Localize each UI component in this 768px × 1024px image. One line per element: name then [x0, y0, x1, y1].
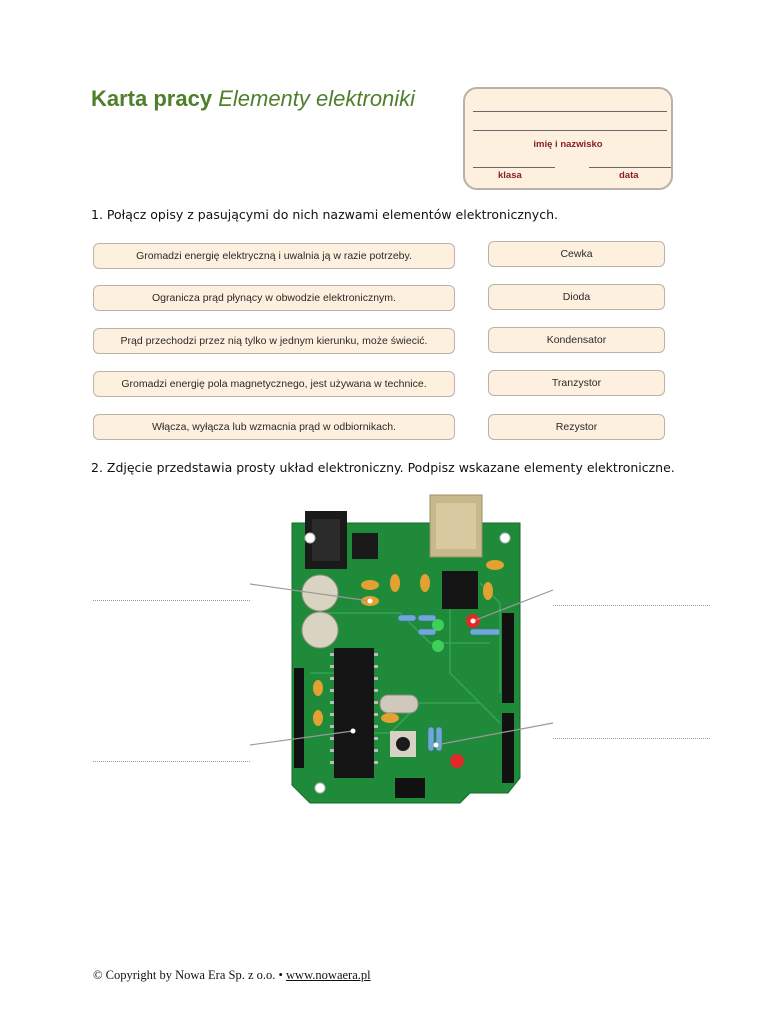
name-line-1[interactable] — [473, 111, 667, 112]
date-label: data — [619, 170, 639, 181]
name-line-2[interactable] — [473, 130, 667, 131]
answer-line-right-top[interactable] — [553, 605, 710, 606]
task1-instruction: 1. Połącz opisy z pasującymi do nich nazwami elementów elektronicznych. — [91, 207, 558, 222]
circuit-board-icon — [250, 493, 560, 808]
component-name-box[interactable]: Rezystor — [488, 414, 665, 440]
answer-line-right-bottom[interactable] — [553, 738, 710, 739]
answer-line-left-top[interactable] — [93, 600, 250, 601]
task2-instruction: 2. Zdjęcie przedstawia prosty układ elektroniczny. Podpisz wskazane elementy elektroniczne. — [91, 460, 675, 475]
description-box[interactable]: Gromadzi energię pola magnetycznego, jest używana w technice. — [93, 371, 455, 397]
nowaera-link[interactable]: www.nowaera.pl — [286, 968, 371, 982]
description-box[interactable]: Prąd przechodzi przez nią tylko w jednym kierunku, może świecić. — [93, 328, 455, 354]
name-box — [463, 87, 673, 190]
description-box[interactable]: Ogranicza prąd płynący w obwodzie elektronicznym. — [93, 285, 455, 311]
component-name-box[interactable]: Kondensator — [488, 327, 665, 353]
component-name-box[interactable]: Dioda — [488, 284, 665, 310]
class-line[interactable] — [473, 167, 555, 168]
page-title — [91, 86, 415, 112]
component-name-box[interactable]: Tranzystor — [488, 370, 665, 396]
component-name-box[interactable]: Cewka — [488, 241, 665, 267]
footer — [93, 968, 371, 983]
description-box[interactable]: Włącza, wyłącza lub wzmacnia prąd w odbiornikach. — [93, 414, 455, 440]
date-line[interactable] — [589, 167, 671, 168]
title-bold: Karta pracy — [91, 86, 213, 111]
answer-line-left-bottom[interactable] — [93, 761, 250, 762]
copyright-text: © Copyright by Nowa Era Sp. z o.o. • — [93, 968, 283, 982]
circuit-board-photo — [250, 493, 560, 808]
name-label: imię i nazwisko — [533, 139, 603, 150]
class-label: klasa — [498, 170, 522, 181]
description-box[interactable]: Gromadzi energię elektryczną i uwalnia ją w razie potrzeby. — [93, 243, 455, 269]
title-italic: Elementy elektroniki — [218, 86, 416, 111]
